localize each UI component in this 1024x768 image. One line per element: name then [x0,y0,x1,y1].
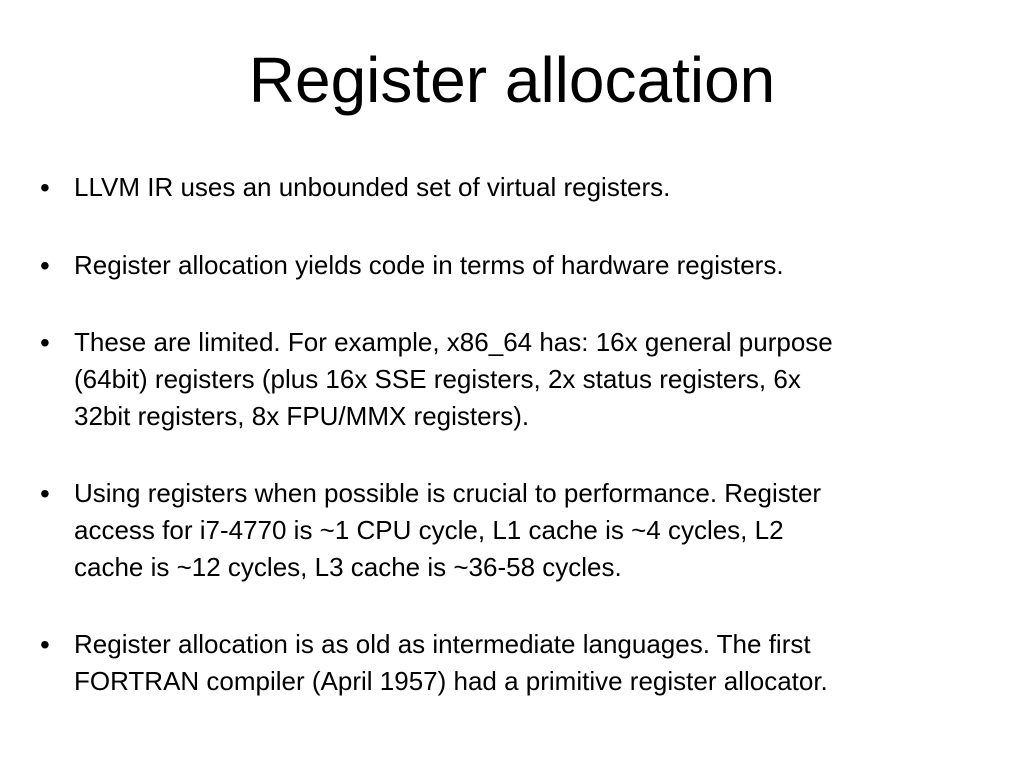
slide-title: Register allocation [248,44,776,116]
bullet-icon: • [40,172,50,203]
bullet-icon: • [40,629,50,660]
bullet-text: Register allocation yields code in terms of hardware registers. [74,250,784,280]
bullet-text: Using registers when possible is crucial to performance. Register access for i7-4770 is ~1 CPU cycle, L1 cache is ~4 cycles, L2 cache is ~12 cycles, L3 cache is ~36-58 cycles. [74,478,822,582]
bullet-text: These are limited. For example, x86_64 has: 16x general purpose (64bit) registers (plus 16x SSE registers, 2x status registers, 6x 32bit registers, 8x FPU/MMX registers). [74,327,833,431]
bullet-text: LLVM IR uses an unbounded set of virtual registers. [74,172,671,202]
bullet-icon: • [40,250,50,281]
bullet-text: Register allocation is as old as intermediate languages. The first FORTRAN compiler (April 1957) had a primitive register allocator. [74,629,828,696]
bullet-icon: • [40,327,50,358]
bullet-icon: • [40,478,50,509]
